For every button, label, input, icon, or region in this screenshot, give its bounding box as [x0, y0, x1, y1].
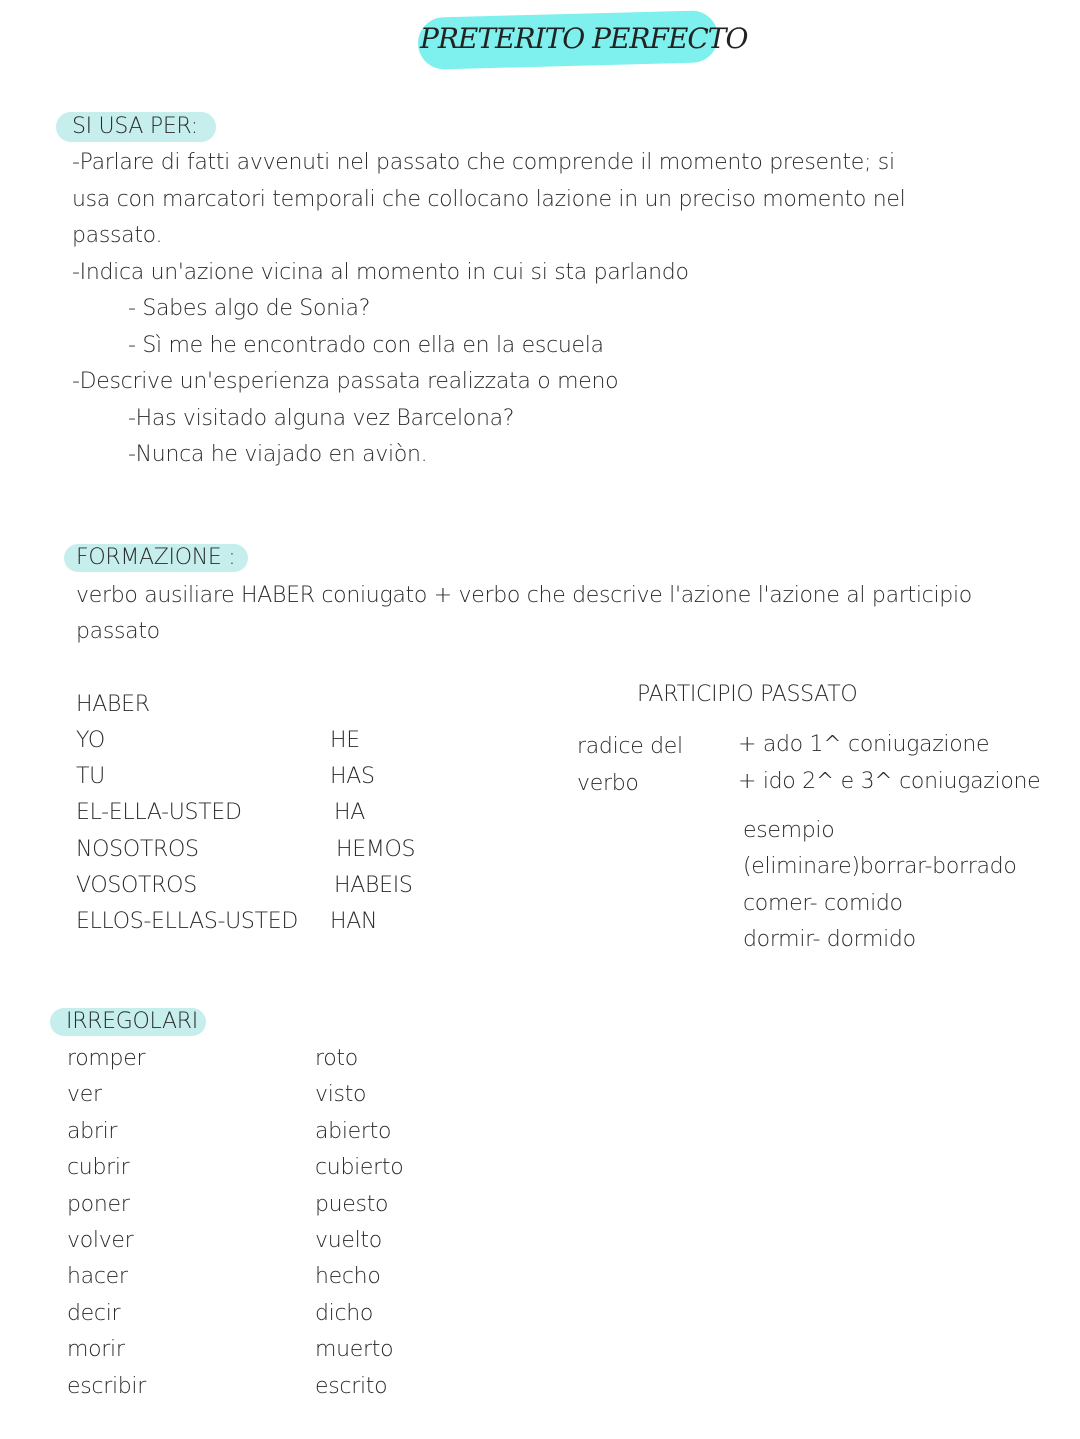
irregular-participle: escrito — [315, 1373, 388, 1399]
uso-line: -Indica un'azione vicina al momento in cui si sta parlando — [72, 259, 689, 285]
haber-form: HEMOS — [336, 836, 416, 862]
formazione-line: passato — [76, 619, 160, 644]
irregular-verb: ver — [67, 1082, 102, 1108]
irregular-participle: cubierto — [315, 1155, 404, 1181]
irregular-verb: volver — [67, 1228, 134, 1253]
participio-example: dormir- dormido — [743, 927, 916, 952]
uso-line: - Sabes algo de Sonia? — [128, 296, 371, 321]
haber-pronoun: NOSOTROS — [76, 836, 199, 862]
irregular-participle: roto — [315, 1046, 358, 1071]
haber-form: HAN — [330, 909, 378, 934]
participio-example: comer- comido — [743, 891, 903, 916]
uso-line: -Parlare di fatti avvenuti nel passato che comprende il momento presente; si — [72, 150, 895, 175]
haber-pronoun: VOSOTROS — [76, 872, 197, 898]
haber-pronoun: ELLOS-ELLAS-USTED — [76, 909, 298, 934]
uso-line: -Descrive un'esperienza passata realizzata o meno — [72, 369, 619, 394]
formazione-line: verbo ausiliare HABER coniugato + verbo che descrive l'azione l'azione al participio — [76, 583, 972, 608]
irregular-participle: visto — [315, 1082, 367, 1108]
irregular-verb: abrir — [67, 1118, 118, 1144]
irregular-verb: decir — [67, 1300, 121, 1326]
haber-heading: HABER — [76, 692, 150, 717]
irregular-verb: cubrir — [67, 1155, 130, 1181]
participio-example: (eliminare)borrar-borrado — [743, 854, 1017, 879]
uso-line: passato. — [72, 223, 163, 248]
uso-line: usa con marcatori temporali che collocano lazione in un preciso momento nel — [72, 186, 906, 212]
irregular-verb: poner — [67, 1191, 130, 1217]
participio-heading: PARTICIPIO PASSATO — [637, 682, 858, 707]
irregular-verb: escribir — [67, 1373, 146, 1399]
page-title: PRETERITO PERFECTO — [420, 22, 748, 55]
uso-heading: SI USA PER: — [72, 114, 198, 139]
formazione-heading: FORMAZIONE : — [76, 545, 236, 570]
irregular-participle: hecho — [315, 1264, 381, 1290]
participio-ending: + ido 2^ e 3^ coniugazione — [738, 769, 1041, 794]
irregolari-heading: IRREGOLARI — [66, 1009, 198, 1034]
irregular-verb: morir — [67, 1337, 125, 1363]
irregular-verb: romper — [67, 1046, 146, 1071]
haber-pronoun: YO — [76, 728, 105, 753]
irregular-participle: muerto — [315, 1337, 394, 1363]
haber-form: HE — [330, 728, 360, 753]
uso-line: -Nunca he viajado en aviòn. — [128, 442, 428, 467]
haber-form: HA — [334, 800, 365, 826]
haber-pronoun: EL-ELLA-USTED — [76, 800, 242, 826]
participio-root: verbo — [577, 771, 639, 796]
haber-form: HAS — [330, 764, 375, 790]
irregular-participle: dicho — [315, 1300, 374, 1326]
participio-example: esempio — [743, 818, 835, 843]
participio-ending: + ado 1^ coniugazione — [738, 732, 990, 757]
uso-line: - Sì me he encontrado con ella en la escuela — [128, 332, 604, 358]
irregular-participle: abierto — [315, 1118, 392, 1144]
uso-line: -Has visitado alguna vez Barcelona? — [128, 405, 515, 431]
irregular-participle: puesto — [315, 1191, 389, 1217]
haber-form: HABEIS — [334, 872, 413, 898]
participio-root: radice del — [577, 734, 683, 759]
haber-pronoun: TU — [76, 764, 105, 790]
irregular-verb: hacer — [67, 1264, 128, 1290]
irregular-participle: vuelto — [315, 1228, 382, 1253]
